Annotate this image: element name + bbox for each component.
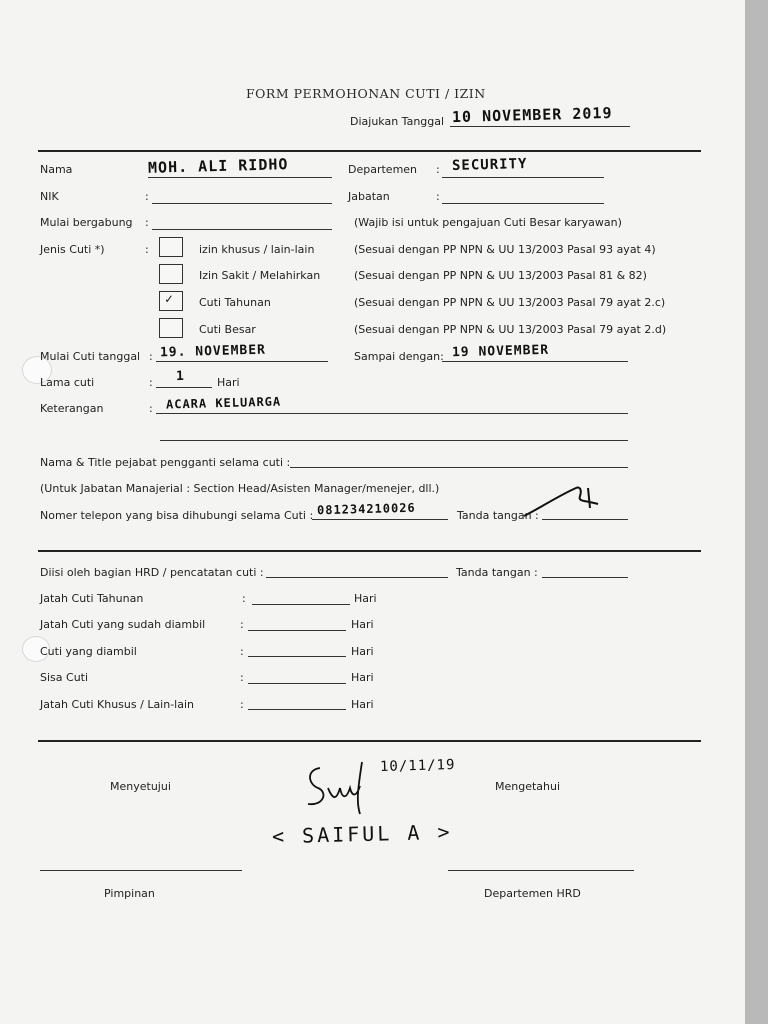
hrd-signature-label: Tanda tangan :	[456, 566, 538, 579]
manajerial-note: (Untuk Jabatan Manajerial : Section Head/Asisten Manager/menejer, dll.)	[40, 482, 440, 495]
checkbox-izin-sakit[interactable]	[159, 264, 183, 284]
hrd-row-line[interactable]	[248, 683, 346, 684]
lama-cuti-value[interactable]: 1	[175, 368, 186, 385]
hrd-row-label: Jatah Cuti Tahunan	[40, 592, 144, 605]
option-izin-khusus-label: izin khusus / lain-lain	[199, 243, 315, 256]
telepon-label: Nomer telepon yang bisa dihubungi selama Cuti :	[40, 509, 314, 522]
nik-colon: :	[145, 190, 149, 203]
mulai-cuti-colon: :	[149, 350, 153, 363]
keterangan-line-2[interactable]	[160, 440, 628, 441]
departemen-line	[442, 177, 604, 178]
sampai-value[interactable]: 19 NOVEMBER	[451, 342, 550, 361]
hrd-row-line[interactable]	[248, 630, 346, 631]
sampai-label: Sampai dengan:	[354, 350, 444, 363]
hrd-diisi-line[interactable]	[266, 577, 448, 578]
nik-line[interactable]	[152, 203, 332, 204]
submitted-date-line	[450, 126, 630, 127]
hrd-row-line[interactable]	[248, 709, 346, 710]
hrd-row-label: Jatah Cuti yang sudah diambil	[40, 618, 206, 631]
hrd-row-label: Cuti yang diambil	[40, 645, 137, 658]
hrd-row-label: Jatah Cuti Khusus / Lain-lain	[40, 698, 195, 711]
hrd-row-line[interactable]	[252, 604, 350, 605]
approver-signature-mark	[298, 758, 378, 818]
mulai-cuti-label: Mulai Cuti tanggal	[40, 350, 141, 363]
hrd-diisi-label: Diisi oleh bagian HRD / pencatatan cuti :	[40, 566, 264, 579]
option-cuti-besar-note: (Sesuai dengan PP NPN & UU 13/2003 Pasal 79 ayat 2.d)	[354, 323, 667, 336]
hrd-row-colon: :	[240, 618, 244, 631]
hrd-row-line[interactable]	[248, 656, 346, 657]
keterangan-label: Keterangan	[40, 402, 104, 415]
option-izin-sakit-label: Izin Sakit / Melahirkan	[199, 269, 321, 282]
checkbox-cuti-besar[interactable]	[159, 318, 183, 338]
employee-signature-mark	[520, 482, 610, 522]
pengganti-line[interactable]	[290, 467, 628, 468]
telepon-value[interactable]: 081234210026	[316, 500, 416, 518]
keterangan-value[interactable]: ACARA KELUARGA	[165, 394, 282, 412]
submitted-date-value[interactable]: 10 NOVEMBER 2019	[451, 103, 613, 127]
departemen-value[interactable]: SECURITY	[451, 156, 528, 174]
pengganti-label: Nama & Title pejabat pengganti selama cuti :	[40, 456, 291, 469]
header-rule	[38, 150, 701, 152]
form-title: FORM PERMOHONAN CUTI / IZIN	[246, 86, 486, 101]
employee-signature-label: Tanda tangan :	[457, 509, 539, 522]
option-cuti-tahunan-note: (Sesuai dengan PP NPN & UU 13/2003 Pasal 79 ayat 2.c)	[354, 296, 666, 309]
nama-value[interactable]: MOH. ALI RIDHO	[147, 155, 289, 177]
lama-cuti-hari: Hari	[217, 376, 240, 389]
nik-label: NIK	[40, 190, 59, 203]
hrd-approval-signature-line[interactable]	[448, 870, 634, 871]
hrd-row-hari: Hari	[351, 618, 374, 631]
sampai-line	[442, 361, 628, 362]
departemen-hrd-label: Departemen HRD	[484, 887, 581, 900]
jabatan-line[interactable]	[442, 203, 604, 204]
departemen-label: Departemen	[348, 163, 418, 176]
menyetujui-label: Menyetujui	[110, 780, 171, 793]
hrd-row-label: Sisa Cuti	[40, 671, 89, 684]
option-izin-khusus-note: (Sesuai dengan PP NPN & UU 13/2003 Pasal 93 ayat 4)	[354, 243, 656, 256]
telepon-line	[312, 519, 448, 520]
jabatan-colon: :	[436, 190, 440, 203]
hrd-signature-line[interactable]	[542, 577, 628, 578]
keterangan-colon: :	[149, 402, 153, 415]
hrd-row-colon: :	[240, 645, 244, 658]
hrd-row-colon: :	[240, 698, 244, 711]
pimpinan-signature-line[interactable]	[40, 870, 242, 871]
submitted-date-label: Diajukan Tanggal	[350, 115, 445, 128]
option-izin-sakit-note: (Sesuai dengan PP NPN & UU 13/2003 Pasal 81 & 82)	[354, 269, 647, 282]
mengetahui-label: Mengetahui	[495, 780, 561, 793]
hrd-row-hari: Hari	[351, 671, 374, 684]
pimpinan-label: Pimpinan	[104, 887, 155, 900]
approval-date[interactable]: 10/11/19	[379, 757, 456, 775]
hrd-row-hari: Hari	[351, 698, 374, 711]
option-cuti-tahunan-label: Cuti Tahunan	[199, 296, 271, 309]
hrd-row-colon: :	[240, 671, 244, 684]
mulai-bergabung-colon: :	[145, 216, 149, 229]
mulai-bergabung-line[interactable]	[152, 229, 332, 230]
lama-cuti-line	[156, 387, 212, 388]
hrd-row-hari: Hari	[351, 645, 374, 658]
jenis-cuti-label: Jenis Cuti *)	[40, 243, 105, 256]
nama-label: Nama	[40, 163, 73, 176]
lama-cuti-colon: :	[149, 376, 153, 389]
mulai-cuti-value[interactable]: 19. NOVEMBER	[159, 342, 267, 361]
departemen-colon: :	[436, 163, 440, 176]
keterangan-line-1	[156, 413, 628, 414]
checkbox-izin-khusus[interactable]	[159, 237, 183, 257]
bottom-rule	[38, 740, 701, 742]
middle-rule	[38, 550, 701, 552]
nama-line	[148, 177, 332, 178]
hrd-row-colon: :	[242, 592, 246, 605]
mulai-bergabung-label: Mulai bergabung	[40, 216, 133, 229]
jenis-cuti-colon: :	[145, 243, 149, 256]
jabatan-label: Jabatan	[348, 190, 390, 203]
mulai-cuti-line	[156, 361, 328, 362]
option-cuti-besar-label: Cuti Besar	[199, 323, 256, 336]
lama-cuti-label: Lama cuti	[40, 376, 95, 389]
mulai-bergabung-note: (Wajib isi untuk pengajuan Cuti Besar karyawan)	[354, 216, 622, 229]
approver-name: < SAIFUL A >	[271, 819, 453, 849]
hrd-row-hari: Hari	[354, 592, 377, 605]
checkbox-cuti-tahunan[interactable]: ✓	[159, 291, 183, 311]
